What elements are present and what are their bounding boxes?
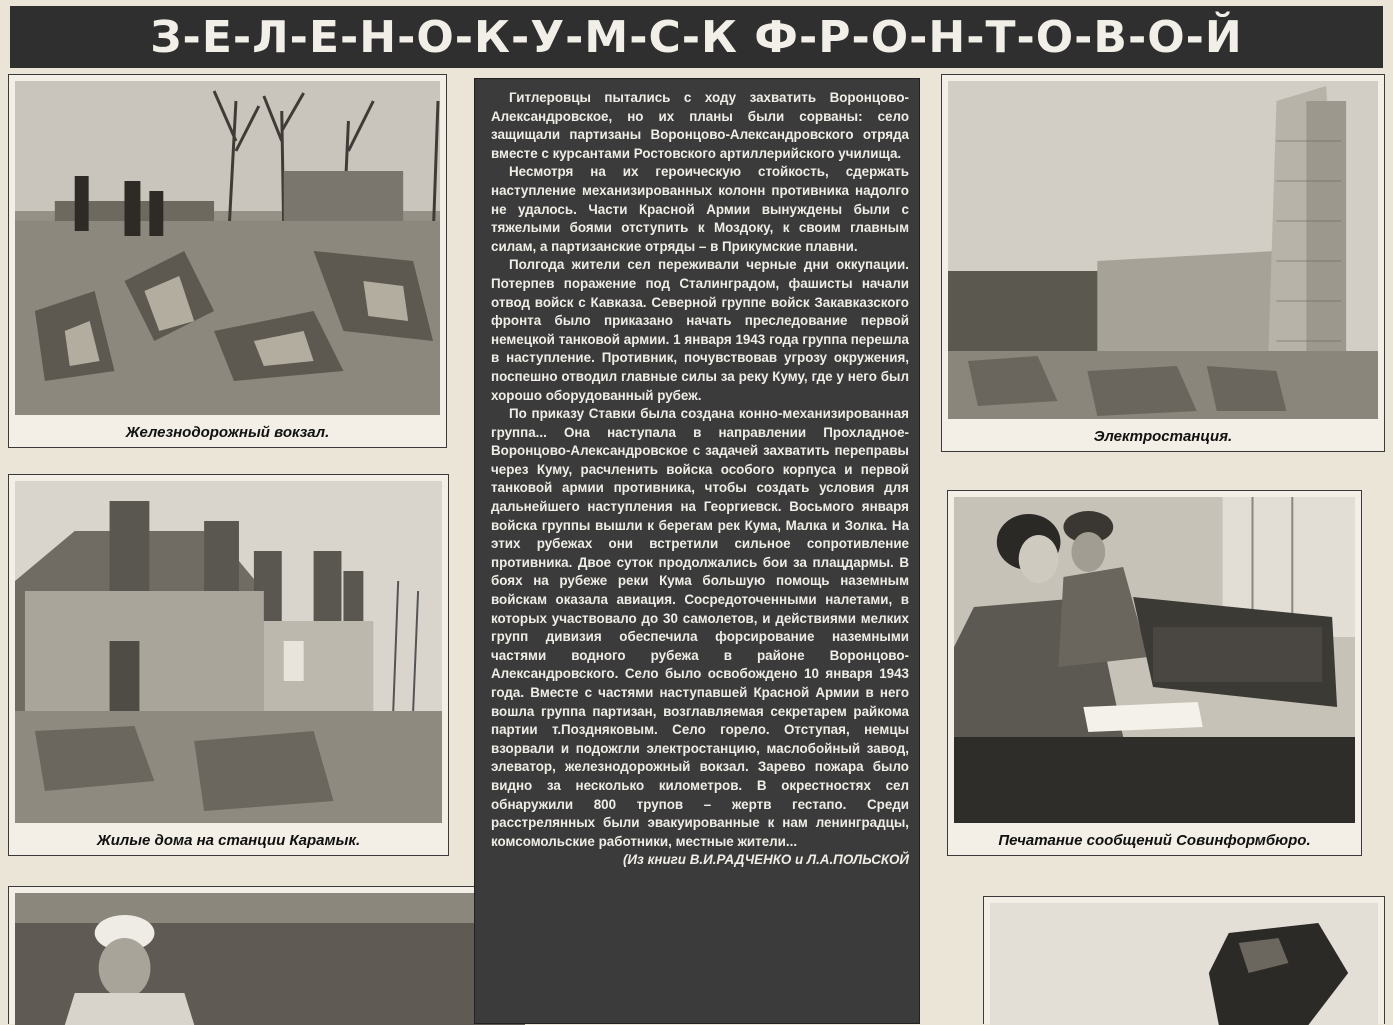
photo-frame-power-station (941, 74, 1385, 452)
photo-frame-bottom-right (983, 896, 1385, 1024)
railway-station-caption: Железнодорожный вокзал. (125, 423, 330, 441)
article-column (474, 78, 920, 1024)
photo-frame-bottom-left (8, 886, 532, 1024)
article-paragraph: Несмотря на их героическую стойкость, сдержать наступление механизированных колонн противника надолго не удалось. Части Красной Армии вынуждены были с тяжелыми боями отступить к Моздоку, к своим главным силам, а партизанские отряды – в Прикумские плавни. (491, 164, 909, 254)
article-paragraph: Полгода жители сел переживали черные дни оккупации. Потерпев поражение под Сталинградом, фашисты начали отвод войск с Кавказа. Северной группе войск Закавказского фронта было приказано начать преследование первой немецкой танковой армии. 1 января 1943 года группа перешла в наступление. Противник, почувствовав угрозу окружения, поспешно отводил главные силы за реку Куму, где у него был хорошо оборудованный рубеж. (491, 257, 909, 403)
photo-frame-railway-station (8, 74, 447, 448)
banner-title: З-Е-Л-Е-Н-О-К-У-М-С-К Ф-Р-О-Н-Т-О-В-О-Й (150, 11, 1243, 63)
article-paragraph: По приказу Ставки была создана конно-механизированная группа... Она наступала в направлении Прохладное-Воронцово-Александровское с задачей захватить переправы через Куму, расчленить войска особого корпуса и первой танковой армии противника, чтобы создать условия для дальнейшего наступления на Георгиевск. Восьмого января войска группы вышли к берегам рек Кума, Малка и Золка. На этих рубежах они встретили сильное сопротивление противника. Двое суток продолжались бои за плацдармы. В боях на рубеже реки Кума большую помощь наземным войскам оказала авиация. Сосредоточенными налетами, в которых участвовало до 30 самолетов, и действиями мелких групп дивизия обеспечила форсирование наземными частями водного рубежа в районе Воронцово-Александровского. Село было освобождено 10 января 1943 года. Вместе с частями наступавшей Красной Армии в него вошла группа партизан, возглавляемая секретарем райкома партии т.Поздняковым. Село горело. Отступая, немцы взорвали и подожгли электростанцию, маслобойный завод, элеватор, железнодорожный вокзал. Зарево пожара было видно за несколько километров. В окрестностях сел обнаружили 800 трупов – жертв гестапо. Среди расстрелянных были эвакуированные к нам ленинградцы, комсомольские работники, местные жители... (491, 406, 909, 849)
article-paragraph: Гитлеровцы пытались с ходу захватить Воронцово-Александровское, но их планы были сорваны: село защищали партизаны Воронцово-Александровского отряда вместе с курсантами Ростовского артиллерийского училища. (491, 90, 909, 161)
page-banner (10, 6, 1383, 68)
power-station-photo (948, 81, 1378, 419)
railway-station-photo (15, 81, 440, 415)
power-station-caption: Электростанция. (1093, 427, 1233, 445)
article-body (475, 79, 919, 870)
article-source: (Из книги В.И.РАДЧЕНКО и Л.А.ПОЛЬСКОЙ (622, 852, 909, 868)
bottom-left-photo (15, 893, 525, 1025)
printing-photo (954, 497, 1355, 823)
houses-caption: Жилые дома на станции Карамык. (96, 831, 361, 849)
printing-caption: Печатание сообщений Совинформбюро. (998, 831, 1311, 849)
photo-frame-printing (947, 490, 1362, 856)
houses-photo (15, 481, 442, 823)
bottom-right-photo (990, 903, 1378, 1025)
photo-frame-houses (8, 474, 449, 856)
